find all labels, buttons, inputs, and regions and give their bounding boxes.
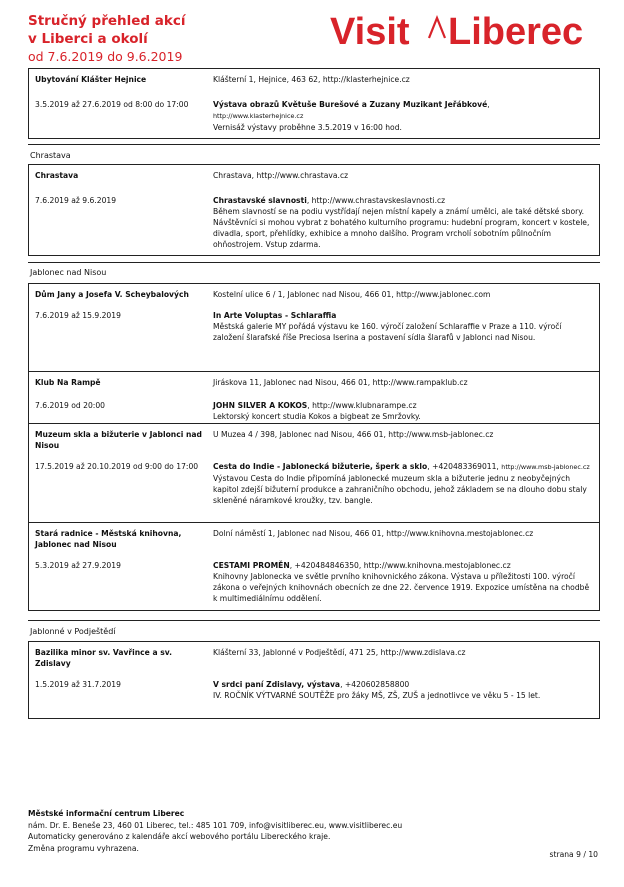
event-title: JOHN SILVER A KOKOS [213, 401, 308, 410]
event-contact: , +420602858800 [340, 680, 410, 689]
visit-liberec-logo [330, 8, 602, 52]
venue-address: Dolní náměstí 1, Jablonec nad Nisou, 466 01, http://www.knihovna.mestojablonec.cz [213, 529, 534, 538]
event-date: 7.6.2019 až 15.9.2019 [35, 311, 121, 320]
footer-org: Městské informační centrum Liberec [28, 809, 185, 818]
venue-name: Dům Jany a Josefa V. Scheybalových [35, 290, 189, 299]
section-block-2 [28, 164, 600, 256]
footer-note-changes: Změna programu vyhrazena. [28, 843, 139, 853]
event-entry [29, 522, 599, 610]
footer [28, 808, 402, 854]
event-date: 5.3.2019 až 27.9.2019 [35, 561, 121, 570]
footer-address: nám. Dr. E. Beneše 23, 460 01 Liberec, tel.: 485 101 709, info@visitliberec.eu, www.visitliberec.eu [28, 820, 403, 830]
event-contact: , [487, 100, 490, 109]
event-title: CESTAMI PROMĚN [213, 561, 290, 570]
document-title [28, 12, 186, 65]
venue-name: Klub Na Rampě [35, 378, 101, 387]
event-description: Vernisáž výstavy proběhne 3.5.2019 v 16:00 hod. [213, 123, 402, 132]
event-contact: , http://www.klubnarampe.cz [307, 401, 417, 410]
event-title: Výstava obrazů Květuše Burešové a Zuzany Muzikant Jeřábkové [213, 100, 488, 109]
event-description: Městská galerie MY pořádá výstavu ke 160. výročí založení Schlaraffie v Praze a 110. výročí založení šlarafské říše Preciosa Iserina a postavení sídla šlarafů v Jablonci nad Nisou. [213, 322, 562, 342]
venue-address: Jiráskova 11, Jablonec nad Nisou, 466 01, http://www.rampaklub.cz [213, 378, 468, 387]
title-line-1: Stručný přehled akcí [28, 13, 186, 29]
venue-name: Chrastava [35, 171, 79, 180]
venue-address: Kostelní ulice 6 / 1, Jablonec nad Nisou, 466 01, http://www.jablonec.com [213, 290, 491, 299]
event-url: http://www.msb-jablonec.cz [501, 463, 590, 471]
venue-address: Chrastava, http://www.chrastava.cz [213, 171, 349, 180]
event-date: 1.5.2019 až 31.7.2019 [35, 680, 121, 689]
region-divider [28, 144, 600, 145]
footer-note-generated: Automaticky generováno z kalendáře akcí webového portálu Libereckého kraje. [28, 832, 331, 841]
logo-text-visit: Visit [330, 11, 410, 52]
event-date: 7.6.2019 až 9.6.2019 [35, 196, 117, 205]
logo-text-liberec: Liberec [448, 11, 584, 52]
event-description: Výstavou Cesta do Indie připomíná jablonecké muzeum skla a bižuterie jednu z neobyčejných kapitol zdejší bižuterní produkce a zahraničního obchodu, jehož základem se na dlouho dobu staly skleněné náramkové kroužky, tzv. bangle. [213, 474, 587, 505]
event-entry [29, 165, 599, 255]
event-title: In Arte Voluptas - Schlaraffia [213, 311, 337, 320]
venue-name: Muzeum skla a bižuterie v Jablonci nad Nisou [35, 430, 202, 450]
section-block-1 [28, 68, 600, 139]
event-description: Lektorský koncert studia Kokos a bigbeat ze Smržovky. [213, 412, 421, 421]
venue-address: U Muzea 4 / 398, Jablonec nad Nisou, 466 01, http://www.msb-jablonec.cz [213, 430, 494, 439]
event-entry [29, 642, 599, 718]
date-range: od 7.6.2019 do 9.6.2019 [28, 49, 183, 64]
page-number: strana 9 / 10 [549, 850, 598, 859]
event-entry [29, 69, 599, 138]
region-label-jablonec: Jablonec nad Nisou [30, 268, 107, 277]
title-line-2: v Liberci a okolí [28, 31, 148, 47]
event-contact: , +420484846350, http://www.knihovna.mestojablonec.cz [289, 561, 511, 570]
event-entry [29, 371, 599, 423]
logo-caret-icon [429, 18, 445, 38]
event-contact: , +420483369011, [427, 462, 499, 471]
event-entry [29, 423, 599, 522]
section-block-3 [28, 283, 600, 611]
event-date: 17.5.2019 až 20.10.2019 od 9:00 do 17:00 [35, 462, 199, 471]
event-url: http://www.klasterhejnice.cz [213, 112, 304, 120]
region-label-jablonne: Jablonné v Podještědí [30, 627, 116, 636]
event-title: Cesta do Indie - Jablonecká bižuterie, šperk a sklo [213, 462, 428, 471]
event-description: Knihovny Jablonecka ve světle prvního knihovnického zákona. Výstava u příležitosti 100. výročí zákona o veřejných knihovnách obecních ze dne 22. července 1919. Expozice umístěna na chodbě k multimediálnímu oddělení. [213, 572, 590, 603]
venue-name: Stará radnice - Městská knihovna, Jablonec nad Nisou [35, 529, 182, 549]
event-title: Chrastavské slavnosti [213, 196, 307, 205]
region-divider [28, 620, 600, 621]
venue-name: Bazilika minor sv. Vavřince a sv. Zdislavy [35, 648, 172, 668]
event-date: 7.6.2019 od 20:00 [35, 401, 105, 410]
section-block-4 [28, 641, 600, 719]
venue-address: Klášterní 33, Jablonné v Podještědí, 471 25, http://www.zdislava.cz [213, 648, 466, 657]
event-contact: , http://www.chrastavskeslavnosti.cz [306, 196, 446, 205]
event-date: 3.5.2019 až 27.6.2019 od 8:00 do 17:00 [35, 100, 189, 109]
region-divider [28, 262, 600, 263]
event-entry [29, 284, 599, 371]
event-description: IV. ROČNÍK VÝTVARNÉ SOUTĚŽE pro žáky MŠ, ZŠ, ZUŠ a jednotlivce ve věku 5 - 15 let. [213, 691, 541, 700]
venue-address: Klášterní 1, Hejnice, 463 62, http://klasterhejnice.cz [213, 75, 410, 84]
event-title: V srdci paní Zdislavy, výstava [213, 680, 341, 689]
venue-name: Ubytování Klášter Hejnice [35, 75, 147, 84]
event-description: Během slavností se na podiu vystřídají nejen místní kapely a známí umělci, ale také dětské sbory. Návštěvníci si mohou vybrat z bohatého kulturního programu: hudební program, koncert v kostele, divadla, sport, přehlídky, exhibice a mnoho dalšího. Program vrcholí sobotním půlnočním ohňostrojem. Vstup zdarma. [213, 207, 590, 249]
region-label-chrastava: Chrastava [30, 151, 71, 160]
